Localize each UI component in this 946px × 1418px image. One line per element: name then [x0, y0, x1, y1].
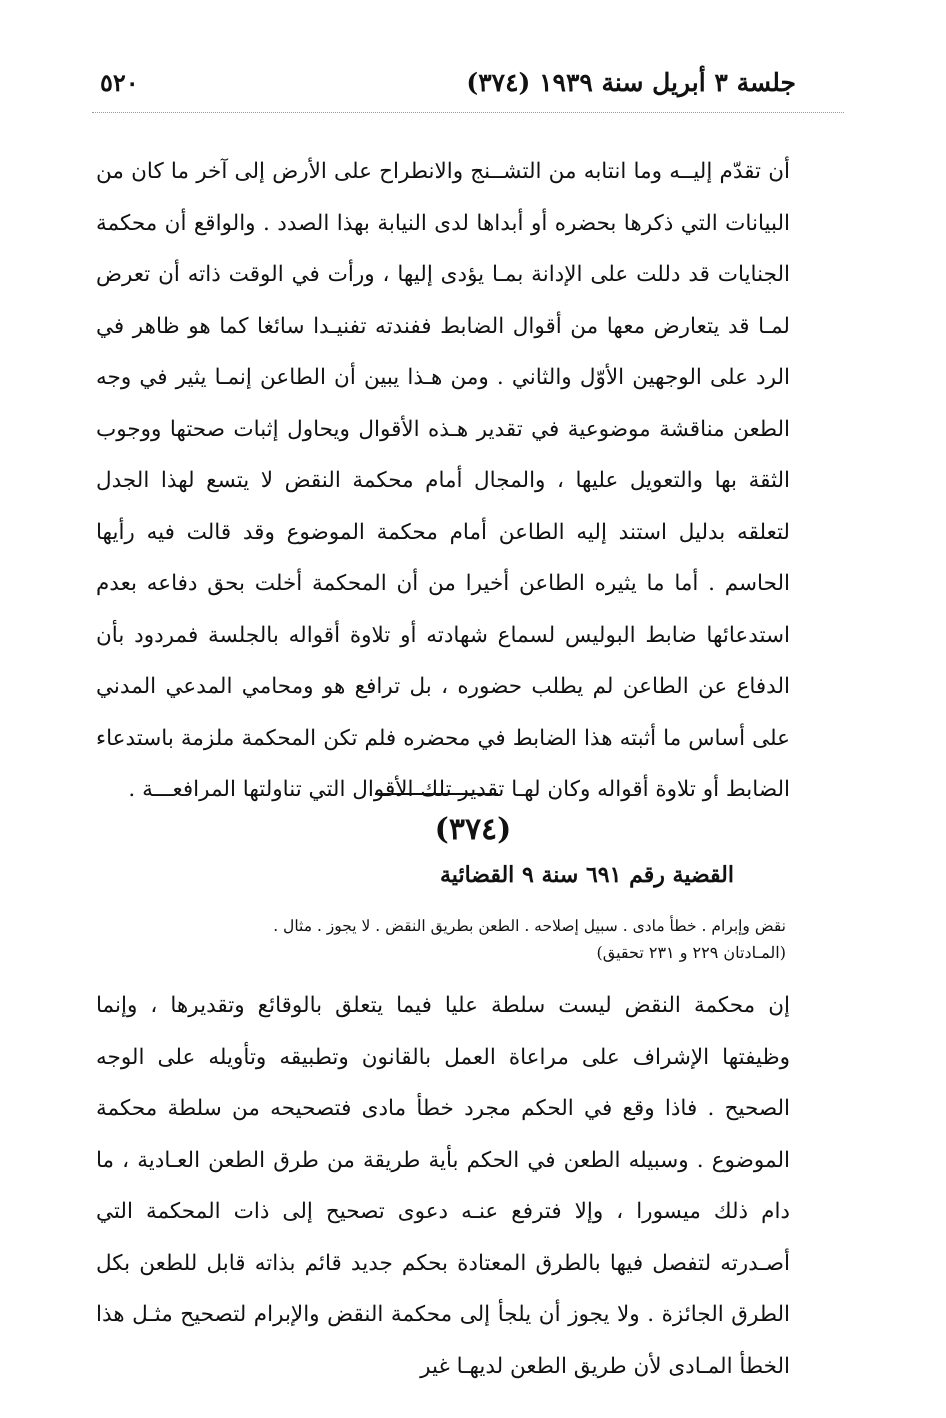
ruling-paragraph: إن محكمة النقض ليست سلطة عليا فيما يتعلق بالوقائع وتقديرها ، وإنما وظيفتها الإشراف على مراعاة العمل بالقانون وتطبيقه وتأويله على الوجه الصحيح . فاذا وقع في الحكم مجرد خطأ مادى فتصحيحه من سلطة محكمة الموضوع . وسبيله الطعن في الحكم بأية طريقة من طرق الطعن العـادية ، ما دام ذلك ميسورا ، وإلا فترفع عنـه دعوى تصحيح إلى ذات المحكمة التي أصـدرته لتفصل فيها بالطرق المعتادة بحكم جديد قائم بذاته قابل للطعن بكل الطرق الجائزة . ولا يجوز أن يلجأ إلى محكمة النقض والإبرام لتصحيح مثـل هذا الخطأ المـادى لأن طريق الطعن لديهـا غير	[96, 993, 790, 1379]
previous-case-text	[96, 146, 790, 816]
case-articles: (المـادتان ٢٢٩ و ٢٣١ تحقيق)	[596, 943, 786, 962]
running-head: جلسة ٣ أبريل سنة ١٩٣٩ (٣٧٤)	[466, 67, 796, 97]
page-header	[100, 62, 836, 102]
case-number: (٣٧٤)	[434, 812, 512, 847]
page-number: ٥٢٠	[100, 67, 139, 97]
section-divider	[375, 793, 498, 795]
previous-case-paragraph: أن تقدّم إليــه وما انتابه من التشــنج والانطراح على الأرض إلى آخر ما كان من البيانات التي ذكرها بحضره أو أبداها لدى النيابة بهذا الصدد . والواقع أن محكمة الجنايات قد دللت على الإدانة بمـا يؤدى إليها ، ورأت في الوقت ذاته أن تعرض لمـا قد يتعارض معها من أقوال الضابط ففندته تفنيـدا سائغا كما هو ظاهر في الرد على الوجهين الأوّل والثاني . ومن هـذا يبين أن الطاعن إنمـا يثير في وجه الطعن مناقشة موضوعية في تقدير هـذه الأقوال ويحاول إثبات صحتها ووجوب الثقة بها والتعويل عليها ، والمجال أمام محكمة النقض لا يتسع لهذا الجدل لتعلقه بدليل استند إليه الطاعن أمام محكمة الموضوع وقد قالت فيه رأيها الحاسم . أما ما يثيره الطاعن أخيرا من أن المحكمة أخلت بحق دفاعه بعدم استدعائها ضابط البوليس لسماع شهادته أو تلاوة أقواله بالجلسة فمردود بأن الدفاع عن الطاعن لم يطلب حضوره ، بل ترافع هو ومحامي المدعي المدني على أساس ما أثبته هذا الضابط في محضره فلم تكن المحكمة ملزمة باستدعاء الضابط أو تلاوة أقواله وكان لهـا تقدير تلك الأقوال التي تناولتها المرافعـــة .	[96, 159, 790, 802]
case-keywords: نقض وإبرام . خطأ مادى . سبيل إصلاحه . الطعن بطريق النقض . لا يجوز . مثال .	[273, 917, 786, 935]
header-rule	[92, 112, 844, 113]
case-reference: القضية رقم ٦٩١ سنة ٩ القضائية	[440, 862, 734, 888]
ruling-text	[96, 980, 790, 1392]
